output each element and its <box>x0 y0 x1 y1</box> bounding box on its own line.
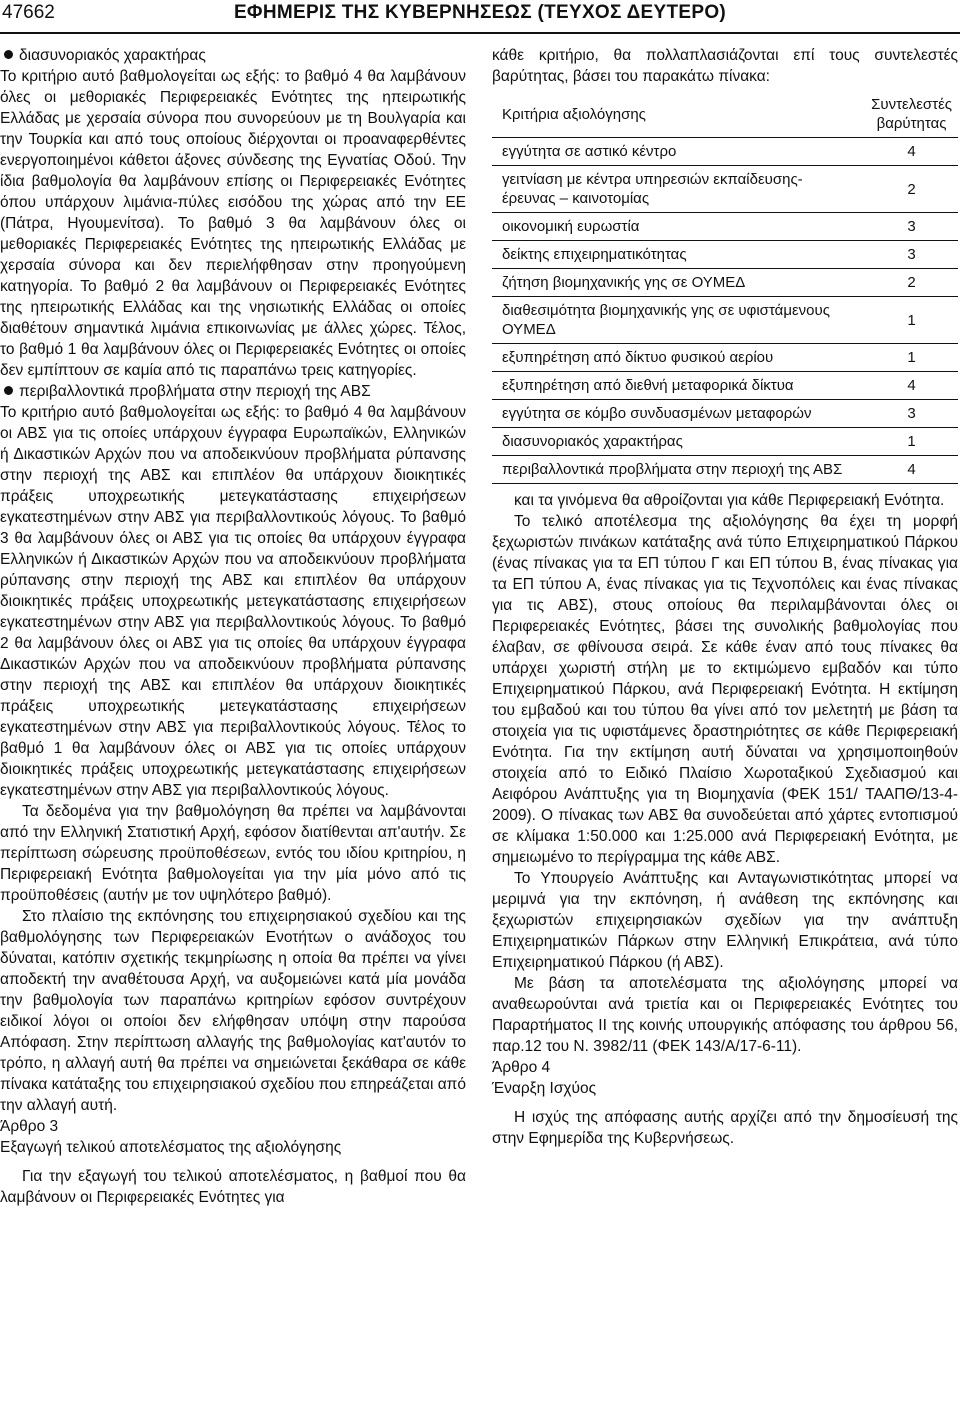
weight-cell: 4 <box>861 456 958 484</box>
table-row <box>492 269 958 297</box>
criterion-cell: εγγύτητα σε κόμβο συνδυασμένων μεταφορών <box>492 400 861 428</box>
article-4-number: Άρθρο 4 <box>492 1059 551 1076</box>
right-column <box>492 45 958 1149</box>
bullet-item-cross-border <box>0 45 466 66</box>
bullet-text: διασυνοριακός χαρακτήρας <box>19 47 206 64</box>
table-row <box>492 428 958 456</box>
table-row <box>492 241 958 269</box>
weight-cell: 3 <box>861 400 958 428</box>
journal-title: ΕΦΗΜΕΡΙΣ ΤΗΣ ΚΥΒΕΡΝΗΣΕΩΣ (ΤΕΥΧΟΣ ΔΕΥΤΕΡΟ) <box>233 2 727 23</box>
criterion-cell: διαθεσιμότητα βιομηχανικής γης σε υφιστάμενους ΟΥΜΕΔ <box>492 297 861 344</box>
criterion-cell: γειτνίαση με κέντρα υπηρεσιών εκπαίδευσης-έρευνας – καινοτομίας <box>492 166 861 213</box>
weights-table <box>492 93 958 484</box>
table-header-row <box>492 93 958 138</box>
left-column <box>0 45 466 1208</box>
weight-cell: 1 <box>861 344 958 372</box>
criterion-cell: εξυπηρέτηση από δίκτυο φυσικού αερίου <box>492 344 861 372</box>
article-3-title: Εξαγωγή τελικού αποτελέσματος της αξιολόγησης <box>0 1139 342 1156</box>
table-header-criteria: Κριτήρια αξιολόγησης <box>492 93 861 138</box>
page-number: 47662 <box>2 2 55 23</box>
paragraph: Η ισχύς της απόφασης αυτής αρχίζει από την δημοσίευσή της στην Εφημερίδα της Κυβερνήσεως. <box>492 1109 958 1147</box>
weight-cell: 4 <box>861 138 958 166</box>
weight-cell: 3 <box>861 213 958 241</box>
criterion-cell: περιβαλλοντικά προβλήματα στην περιοχή της ΑΒΣ <box>492 456 861 484</box>
bullet-icon <box>4 386 13 395</box>
table-row <box>492 166 958 213</box>
weight-cell: 3 <box>861 241 958 269</box>
weight-cell: 2 <box>861 166 958 213</box>
paragraph: Με βάση τα αποτελέσματα της αξιολόγησης μπορεί να αναθεωρούνται ανά τριετία και οι Περιφερειακές Ενότητες του Παραρτήματος ΙΙ της κοινής υπουργικής απόφασης του άρθρου 56, παρ.12 του Ν. 3982/11 (ΦΕΚ 143/Α/17-6-11). <box>492 975 958 1055</box>
article-3-number: Άρθρο 3 <box>0 1118 59 1135</box>
table-row <box>492 456 958 484</box>
table-header-weight: Συντελεστές βαρύτητας <box>861 93 958 138</box>
paragraph: κάθε κριτήριο, θα πολλαπλασιάζονται επί τους συντελεστές βαρύτητας, βάσει του παρακάτω πίνακα: <box>492 47 958 85</box>
paragraph: Για την εξαγωγή του τελικού αποτελέσματος, η βαθμοί που θα λαμβάνουν οι Περιφερειακές Ενότητες για <box>0 1168 466 1206</box>
weight-cell: 1 <box>861 297 958 344</box>
paragraph: Το κριτήριο αυτό βαθμολογείται ως εξής: το βαθμό 4 θα λαμβάνουν οι ΑΒΣ για τις οποίες υπάρχουν έγγραφα Ευρωπαϊκών, Ελληνικών ή Δικαστικών Αρχών που να αποδεικνύουν προβλήματα ρύπανσης στην περιοχή της ΑΒΣ και επιπλέον θα υπάρχουν διοικητικές πράξεις υποχρεωτικής μετεγκατάστασης επιχειρήσεων εγκατεστημένων στην ΑΒΣ για περιβαλλοντικούς λόγους. Το βαθμό 3 θα λαμβάνουν όλες οι ΑΒΣ για τις οποίες θα υπάρχουν έγγραφα Ελληνικών ή Δικαστικών Αρχών που να αποδεικνύουν προβλήματα ρύπανσης στην περιοχή της ΑΒΣ και επιπλέον θα υπάρχουν διοικητικές πράξεις υποχρεωτικής μετεγκατάστασης επιχειρήσεων εγκατεστημένων στην ΑΒΣ για περιβαλλοντικούς λόγους. Το βαθμό 2 θα λαμβάνουν όλες οι ΑΒΣ για τις οποίες θα υπάρχουν έγγραφα Δικαστικών Αρχών που να αποδεικνύουν προβλήματα ρύπανσης στην περιοχή της ΑΒΣ και επιπλέον θα υπάρχουν διοικητικές πράξεις υποχρεωτικής μετεγκατάστασης επιχειρήσεων εγκατεστημένων στην ΑΒΣ για περιβαλλοντικούς λόγους. Τέλος το βαθμό 1 θα λαμβάνουν όλες οι ΑΒΣ για τις οποίες υπάρχουν διοικητικές πράξεις υποχρεωτικής μετεγκατάστασης επιχειρήσεων εγκατεστημένων στην ΑΒΣ για περιβαλλοντικούς λόγους. <box>0 404 466 799</box>
page-header <box>0 0 960 34</box>
bullet-icon <box>4 50 13 59</box>
criterion-cell: εξυπηρέτηση από διεθνή μεταφορικά δίκτυα <box>492 372 861 400</box>
weight-cell: 1 <box>861 428 958 456</box>
table-row <box>492 344 958 372</box>
criterion-cell: διασυνοριακός χαρακτήρας <box>492 428 861 456</box>
table-row <box>492 138 958 166</box>
article-4-title: Έναρξη Ισχύος <box>492 1080 597 1097</box>
criterion-cell: ζήτηση βιομηχανικής γης σε ΟΥΜΕΔ <box>492 269 861 297</box>
table-row <box>492 400 958 428</box>
paragraph: Τα δεδομένα για την βαθμολόγηση θα πρέπει να λαμβάνονται από την Ελληνική Στατιστική Αρχή, εφόσον διατίθενται απ'αυτήν. Σε περίπτωση σώρευσης προϋποθέσεων, εντός του ιδίου κριτηρίου, η Περιφερειακή Ενότητα βαθμολογείται για την μία μόνο από τις προϋποθέσεις (αυτήν με τον υψηλότερο βαθμό). <box>0 803 466 904</box>
paragraph: Το τελικό αποτέλεσμα της αξιολόγησης θα έχει τη μορφή ξεχωριστών πινάκων κατάταξης ανά τύπο Επιχειρηματικού Πάρκου (ένας πίνακας για τα ΕΠ τύπου Γ και ΕΠ τύπου Β, ένας πίνακας για τα ΕΠ τύπου Α, ένας πίνακας για τις Τεχνοπόλεις και ένας πίνακας για τις ΑΒΣ), στους οποίους θα περιλαμβάνονται όλες οι Περιφερειακές Ενότητες, βάσει της συνολικής βαθμολογίας που έλαβαν, σε φθίνουσα σειρά. Σε κάθε έναν από τους πίνακες θα υπάρχει χωριστή στήλη με το εκτιμώμενο εμβαδόν και τύπο Επιχειρηματικού Πάρκου, ανά Περιφερειακή Ενότητα. Η εκτίμηση του εμβαδού και του τύπου θα γίνει από τον μελετητή με βάση τα στοιχεία για τις υφιστάμενες δραστηριότητες σε κάθε Περιφερειακή Ενότητα. Για την εκτίμηση αυτή δύναται να χρησιμοποιηθούν στοιχεία από το Ειδικό Πλαίσιο Χωροταξικού Σχεδιασμού και Αειφόρου Ανάπτυξης για τη Βιομηχανία (ΦΕΚ 151/ ΤΑΑΠΘ/13-4-2009). Ο πίνακας των ΑΒΣ θα συνοδεύεται από χάρτες εντοπισμού σε κλίμακα 1:50.000 και 1:25.000 ανά Περιφερειακή Ενότητα, με σημειωμένο το περίγραμμα της κάθε ΑΒΣ. <box>492 513 958 866</box>
bullet-item-environmental <box>0 381 466 402</box>
criterion-cell: οικονομική ευρωστία <box>492 213 861 241</box>
criterion-cell: εγγύτητα σε αστικό κέντρο <box>492 138 861 166</box>
table-row <box>492 213 958 241</box>
criterion-cell: δείκτης επιχειρηματικότητας <box>492 241 861 269</box>
paragraph: και τα γινόμενα θα αθροίζονται για κάθε Περιφερειακή Ενότητα. <box>514 492 945 509</box>
bullet-text: περιβαλλοντικά προβλήματα στην περιοχή της ΑΒΣ <box>19 383 371 400</box>
paragraph: Το κριτήριο αυτό βαθμολογείται ως εξής: το βαθμό 4 θα λαμβάνουν όλες οι μεθοριακές Περιφερειακές Ενότητες της ηπειρωτικής Ελλάδας με χερσαία σύνορα που συνορεύουν με τη Βουλγαρία και την Τουρκία και από τους οποίους διέρχονται οι προαναφερθέντες ενεργοποιημένοι κάθετοι άξονες σύνδεσης της Εγνατίας Οδού. Την ίδια βαθμολογία θα λαμβάνουν επίσης οι Περιφερειακές Ενότητες όπου υπάρχουν λιμάνια-πύλες εισόδου της χώρας από την ΕΕ (Πάτρα, Ηγουμενίτσα). Το βαθμό 3 θα λαμβάνουν όλες οι μεθοριακές Περιφερειακές Ενότητες της ηπειρωτικής Ελλάδας με χερσαία σύνορα και δεν περιελήφθησαν στην προηγούμενη κατηγορία. Το βαθμό 2 θα λαμβάνουν οι Περιφερειακές Ενότητες της ηπειρωτικής Ελλάδας και της νησιωτικής Ελλάδας οι οποίες διαθέτουν σημαντικά λιμάνια επικοινωνίας με άλλες χώρες. Τέλος, το βαθμό 1 θα λαμβάνουν όλες οι Περιφερειακές Ενότητες οι οποίες δεν εμπίπτουν σε καμία από τις παραπάνω τρεις κατηγορίες. <box>0 68 466 379</box>
weight-cell: 2 <box>861 269 958 297</box>
weight-cell: 4 <box>861 372 958 400</box>
table-row <box>492 372 958 400</box>
table-row <box>492 297 958 344</box>
paragraph: Στο πλαίσιο της εκπόνησης του επιχειρησιακού σχεδίου και της βαθμολόγησης των Περιφερειακών Ενοτήτων ο ανάδοχος του δύναται, κατόπιν σχετικής τεκμηρίωσης η οποία θα πρέπει να γίνει αποδεκτή την αναθέτουσα Αρχή, να αυξομειώνει κατά μία μονάδα την βαθμολογία των παραπάνω κριτηρίων εφόσον συντρέχουν ειδικοί λόγοι οι οποίοι δεν ελήφθησαν υπόψη στην παρούσα Απόφαση. Στην περίπτωση αλλαγής της βαθμολογίας κατ'αυτόν το τρόπο, η αλλαγή αυτή θα πρέπει να σημειώνεται ξεκάθαρα σε κάθε πίνακα κατάταξης του επιχειρησιακού σχεδίου που επηρεάζεται από την αλλαγή αυτή. <box>0 908 466 1114</box>
paragraph: Το Υπουργείο Ανάπτυξης και Ανταγωνιστικότητας μπορεί να μεριμνά για την εκπόνηση, ή ανάθεση της εκπόνησης και ξεχωριστών επιχειρησιακών σχεδίων για την ανάπτυξη Επιχειρηματικών Πάρκων στην Ελληνική Επικράτεια, ανά τύπο Επιχειρηματικού Πάρκου (ή ΑΒΣ). <box>492 870 958 971</box>
